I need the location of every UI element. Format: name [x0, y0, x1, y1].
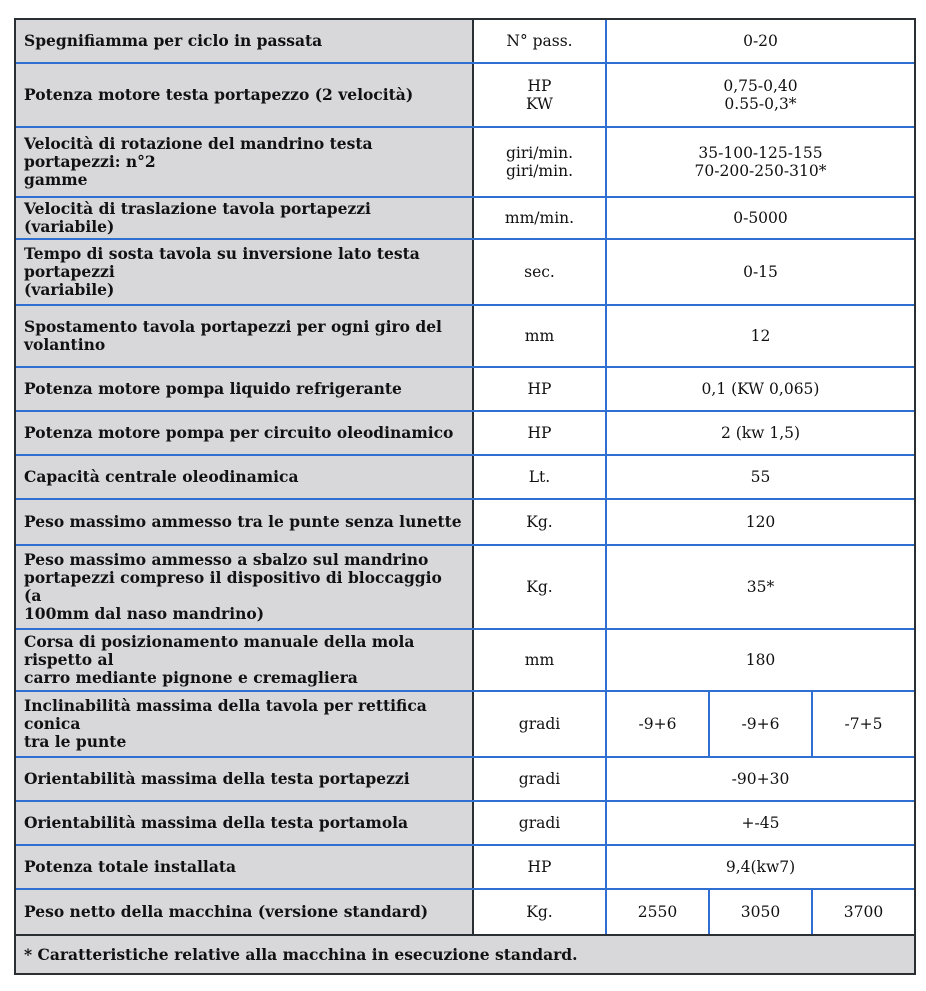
- row-label: Potenza motore testa portapezzo (2 velocità): [16, 64, 474, 126]
- row-label: Spegnifiamma per ciclo in passata: [16, 20, 474, 62]
- row-value: 12: [750, 327, 771, 345]
- table-row: [16, 692, 914, 758]
- row-value: -7+5: [844, 715, 883, 733]
- table-row: [16, 128, 914, 198]
- row-label: Orientabilità massima della testa portapezzi: [16, 758, 474, 800]
- row-unit: giri/min. giri/min.: [474, 128, 607, 196]
- row-label: Peso massimo ammesso a sbalzo sul mandrino portapezzi compreso il dispositivo di bloccaggio (a 100mm dal naso mandrino): [16, 546, 474, 628]
- row-unit: Lt.: [474, 456, 607, 498]
- row-value: -9+6: [710, 692, 813, 756]
- row-unit: mm: [474, 306, 607, 366]
- table-row: [16, 890, 914, 936]
- row-label: Spostamento tavola portapezzi per ogni giro del volantino: [16, 306, 474, 366]
- table-row: [16, 306, 914, 368]
- footnote: * Caratteristiche relative alla macchina in esecuzione standard.: [16, 936, 914, 973]
- row-value: 0-20: [743, 32, 778, 50]
- row-label: Peso netto della macchina (versione standard): [16, 890, 474, 934]
- row-value: 0-15: [743, 263, 778, 281]
- row-unit: Kg.: [474, 890, 607, 934]
- row-value: +-45: [741, 814, 780, 832]
- row-value: 2 (kw 1,5): [720, 424, 801, 442]
- row-values: [607, 692, 914, 756]
- row-unit: HP: [474, 368, 607, 410]
- row-label: Potenza motore pompa liquido refrigerante: [16, 368, 474, 410]
- row-value: 2550: [607, 890, 710, 934]
- row-value: 0,1 (KW 0,065): [701, 380, 820, 398]
- table-row: [16, 240, 914, 306]
- row-label: Potenza motore pompa per circuito oleodinamico: [16, 412, 474, 454]
- row-unit: mm/min.: [474, 198, 607, 238]
- row-label: Potenza totale installata: [16, 846, 474, 888]
- row-value: 0-5000: [733, 209, 788, 227]
- row-value: -9+6: [607, 692, 710, 756]
- row-unit: HP: [474, 846, 607, 888]
- table-row: [16, 758, 914, 802]
- table-row: [16, 500, 914, 546]
- row-unit: gradi: [474, 802, 607, 844]
- table-row: [16, 368, 914, 412]
- row-unit: mm: [474, 630, 607, 690]
- table-row: [16, 802, 914, 846]
- row-label: Peso massimo ammesso tra le punte senza lunette: [16, 500, 474, 544]
- row-unit: N° pass.: [474, 20, 607, 62]
- table-row: [16, 630, 914, 692]
- row-label: Inclinabilità massima della tavola per rettifica conica tra le punte: [16, 692, 474, 756]
- row-unit: Kg.: [474, 500, 607, 544]
- row-label: Orientabilità massima della testa portamola: [16, 802, 474, 844]
- row-value: 55: [750, 468, 771, 486]
- table-row: [16, 20, 914, 64]
- row-value: 3050: [710, 890, 813, 934]
- table-row: [16, 412, 914, 456]
- row-label: Velocità di traslazione tavola portapezzi (variabile): [16, 198, 474, 238]
- row-value: 35-100-125-155 70-200-250-310*: [694, 144, 827, 180]
- row-unit: sec.: [474, 240, 607, 304]
- table-row: [16, 456, 914, 500]
- row-value: 9,4(kw7): [725, 858, 796, 876]
- row-value: 0,75-0,40 0.55-0,3*: [723, 77, 798, 113]
- table-row: [16, 546, 914, 630]
- row-values: [607, 890, 914, 934]
- table-row: [16, 64, 914, 128]
- row-label: Tempo di sosta tavola su inversione lato testa portapezzi (variabile): [16, 240, 474, 304]
- row-value: 120: [745, 513, 776, 531]
- spec-table: [14, 18, 916, 975]
- row-value: -90+30: [731, 770, 790, 788]
- row-unit: Kg.: [474, 546, 607, 628]
- row-value: 3700: [843, 903, 884, 921]
- row-unit: gradi: [474, 692, 607, 756]
- row-value: 35*: [746, 578, 775, 596]
- table-row: [16, 198, 914, 240]
- table-row: [16, 846, 914, 890]
- row-unit: HP: [474, 412, 607, 454]
- row-label: Velocità di rotazione del mandrino testa portapezzi: n°2 gamme: [16, 128, 474, 196]
- row-value: 180: [745, 651, 776, 669]
- row-label: Capacità centrale oleodinamica: [16, 456, 474, 498]
- row-label: Corsa di posizionamento manuale della mola rispetto al carro mediante pignone e cremagliera: [16, 630, 474, 690]
- row-unit: HP KW: [474, 64, 607, 126]
- row-unit: gradi: [474, 758, 607, 800]
